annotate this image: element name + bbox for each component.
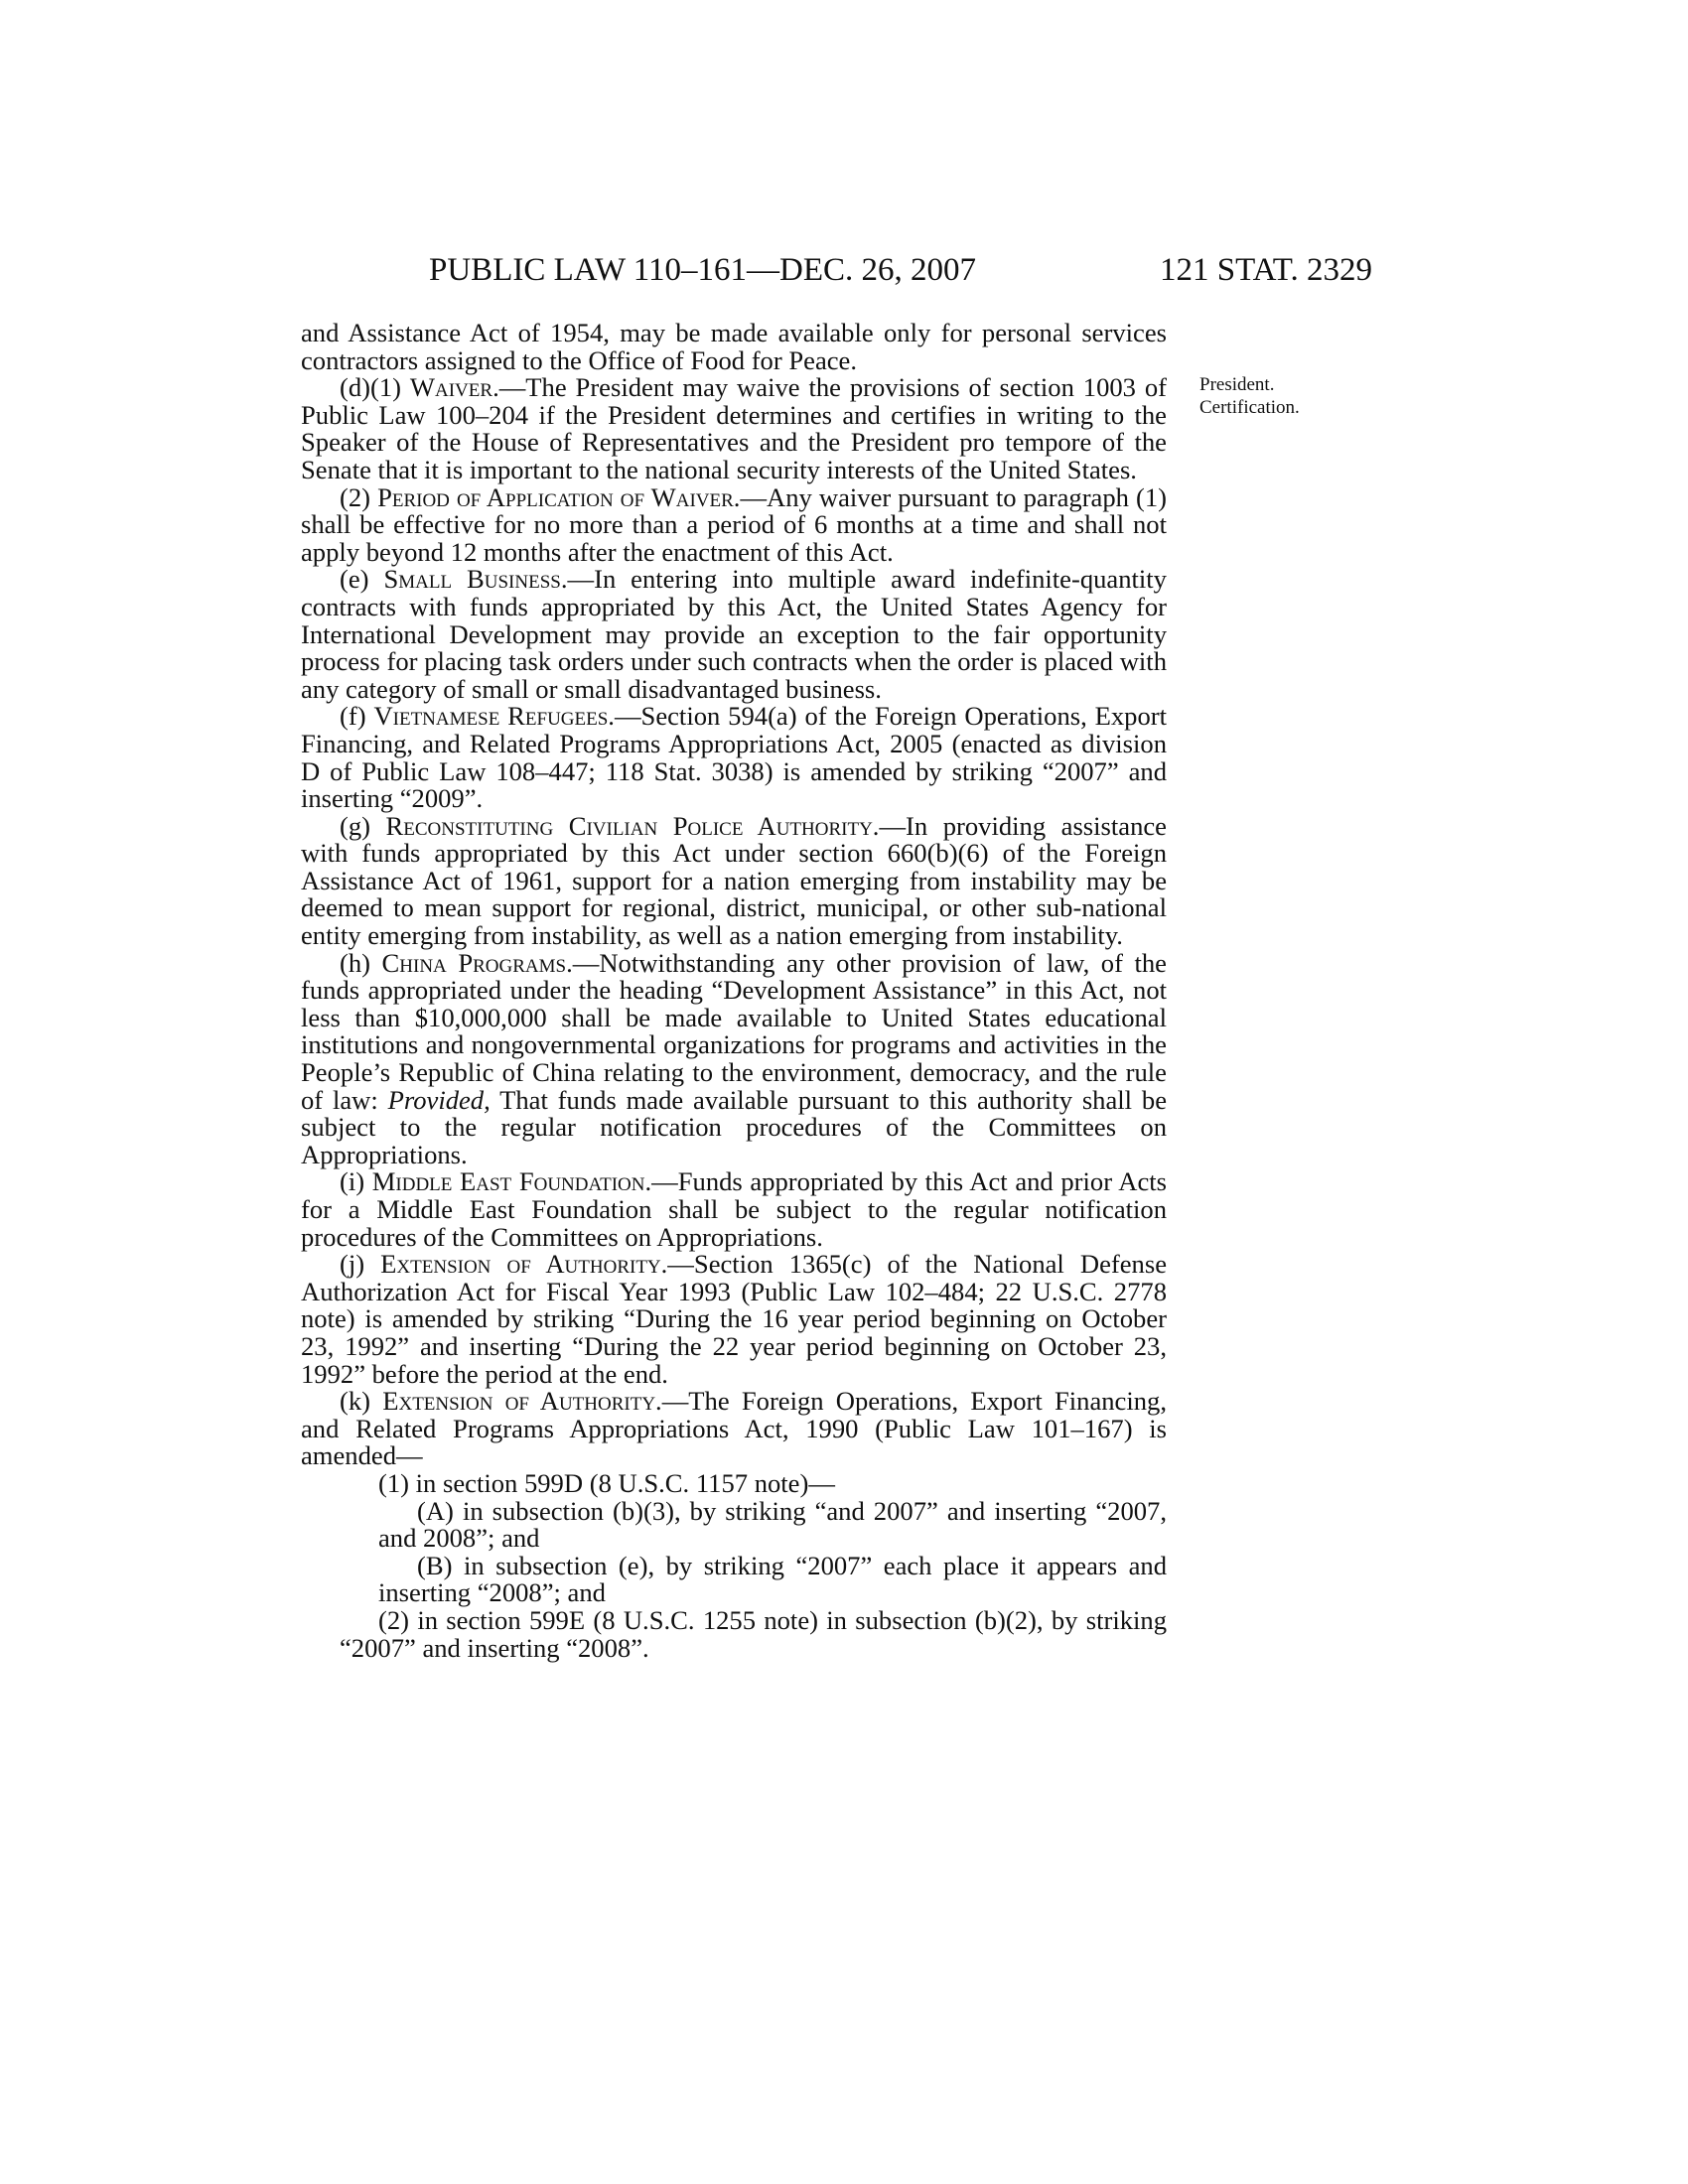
margin-note bbox=[1199, 373, 1300, 419]
body-text bbox=[301, 320, 1167, 1662]
section-heading: Vietnamese Refugees bbox=[373, 701, 609, 732]
section-heading: Waiver bbox=[409, 372, 493, 403]
law-title: PUBLIC LAW 110–161—DEC. 26, 2007 bbox=[429, 252, 977, 288]
section-heading: Small Business bbox=[383, 564, 561, 595]
italic-proviso: Provided, bbox=[387, 1084, 491, 1115]
margin-note-president: President. bbox=[1199, 374, 1275, 395]
paragraph-j-extension-of-authority: (j) Extension of Authority.—Section 1365(c) of the National Defense Authorization Act for Fiscal Year 1993 (Public Law 102–484; 22 U.S.C. 2778 note) is amended by striking “During the 16 year period beginning on October 23, 1992” and inserting “During the 22 year period beginning on October 23, 1992” before the period at the end. bbox=[301, 1249, 1168, 1389]
margin-note-certification: Certification. bbox=[1199, 397, 1300, 418]
paragraph-f-vietnamese-refugees: (f) Vietnamese Refugees.—Section 594(a) of the Foreign Operations, Export Financing, and Related Programs Appropriations Act, 2005 (enacted as division D of Public Law 108–447; 118 Stat. 3038) is amended by striking “2007” and inserting “2009”. bbox=[301, 701, 1167, 814]
section-heading: Period of Application of Waiver bbox=[377, 481, 734, 512]
paragraph-e-small-business: (e) Small Business.—In entering into multiple award indefinite-quantity contracts with funds appropriated by this Act, the United States Agency for International Development may provide an exception to the fair opportunity process for placing task orders under such contracts when the order is placed with any category of small or small disadvantaged business. bbox=[301, 564, 1167, 704]
paragraph-k-extension-of-authority: (k) Extension of Authority.—The Foreign Operations, Export Financing, and Related Programs Appropriations Act, 1990 (Public Law 101–167) is amended— bbox=[301, 1386, 1167, 1471]
section-heading: Extension of Authority bbox=[380, 1249, 661, 1280]
paragraph-g-civilian-police: (g) Reconstituting Civilian Police Authority.—In providing assistance with funds appropriated by this Act under section 660(b)(6) of the Foreign Assistance Act of 1961, support for a nation emerging from instability may be deemed to mean support for regional, district, municipal, or other sub-national entity emerging from instability, as well as a nation emerging from instability. bbox=[301, 810, 1167, 951]
sub-item-1a: (A) in subsection (b)(3), by striking “and 2007” and inserting “2007, and 2008”; and bbox=[378, 1495, 1167, 1554]
paragraph-d2-period: (2) Period of Application of Waiver.—Any waiver pursuant to paragraph (1) shall be effective for no more than a period of 6 months at a time and shall not apply beyond 12 months after the enactment of this Act. bbox=[301, 481, 1167, 567]
running-head bbox=[298, 250, 1372, 290]
sub-item-1: (1) in section 599D (8 U.S.C. 1157 note)— bbox=[378, 1467, 835, 1498]
sub-item-2: (2) in section 599E (8 U.S.C. 1255 note) in subsection (b)(2), by striking “2007” and inserting “2008”. bbox=[340, 1604, 1167, 1663]
paragraph-h-china-programs: (h) China Programs.—Notwithstanding any other provision of law, of the funds appropriated under the heading “Development Assistance” in this Act, not less than $10,000,000 shall be made available to United States educational institutions and nongovernmental organizations for programs and activities in the People’s Republic of China relating to the environment, democracy, and the rule of law: Provided, That funds made available pursuant to this authority shall be subject to the regular notification procedures of the Committees on Appropriations. bbox=[301, 947, 1167, 1169]
paragraph-d-waiver: (d)(1) Waiver.—The President may waive the provisions of section 1003 of Public Law 100–204 if the President determines and certifies in writing to the Speaker of the House of Representatives and the President pro tempore of the Senate that it is important to the national security interests of the United States. bbox=[301, 372, 1167, 484]
section-heading: Reconstituting Civilian Police Authority bbox=[385, 810, 873, 841]
paragraph-i-middle-east-foundation: (i) Middle East Foundation.—Funds appropriated by this Act and prior Acts for a Middle East Foundation shall be subject to the regular notification procedures of the Committees on Appropriations. bbox=[301, 1166, 1167, 1252]
paragraph-continuation: and Assistance Act of 1954, may be made available only for personal services contractors assigned to the Office of Food for Peace. bbox=[301, 318, 1167, 375]
section-heading: China Programs bbox=[381, 947, 567, 978]
section-heading: Middle East Foundation bbox=[371, 1166, 645, 1197]
section-heading: Extension of Authority bbox=[382, 1386, 656, 1417]
statute-reference: 121 STAT. 2329 bbox=[1159, 252, 1372, 288]
sub-item-1b: (B) in subsection (e), by striking “2007” each place it appears and inserting “2008”; and bbox=[378, 1550, 1167, 1608]
